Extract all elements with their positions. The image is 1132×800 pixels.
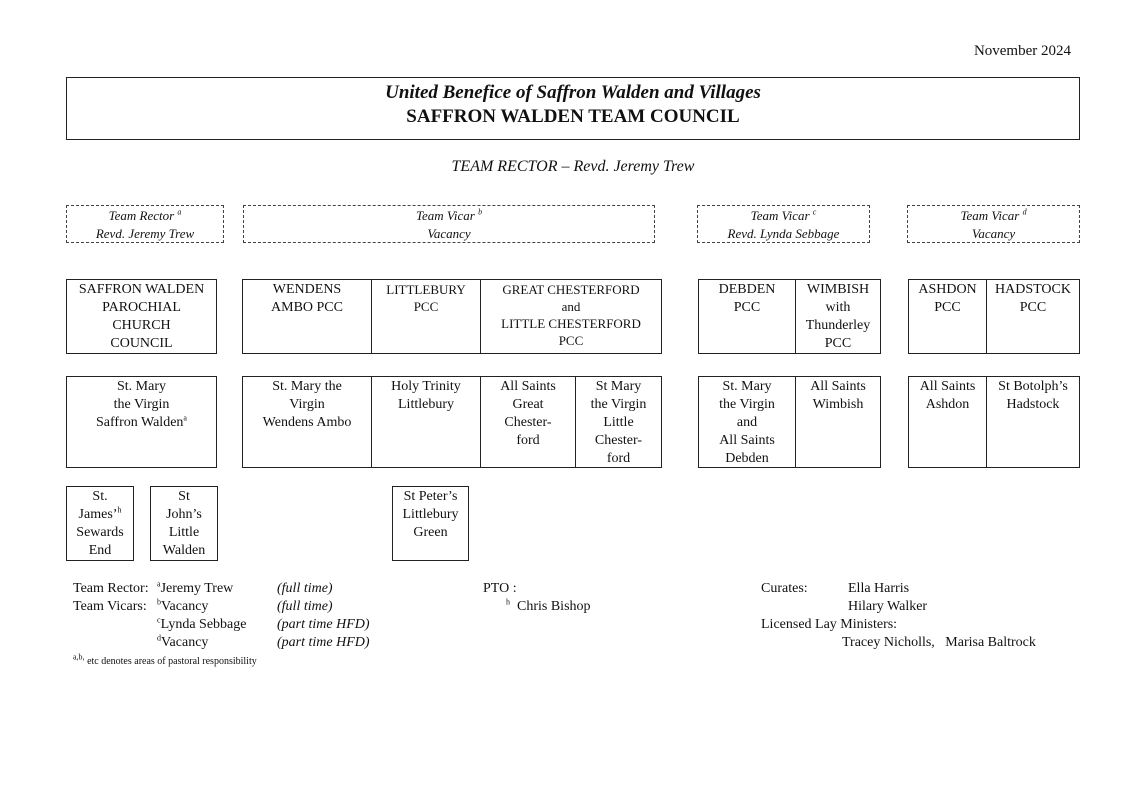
role-box-team-rector: Team Rector $^a$ Revd. Jeremy Trew — [66, 205, 224, 243]
curate-name-1: Ella Harris — [848, 581, 910, 596]
staff-name-c: $^c$Lynda Sebbage — [157, 615, 247, 632]
church-holy-trinity: Holy Trinity Littlebury — [371, 377, 480, 467]
pcc-littlebury: LITTLEBURY PCC — [371, 280, 480, 353]
church-st-botolph-hadstock: St Botolph’s Hadstock — [986, 377, 1079, 467]
pcc-wimbish: WIMBISH with Thunderley PCC — [795, 280, 880, 353]
staff-name-a: $^a$Jeremy Trew — [157, 579, 234, 596]
team-rector-label: Team Rector: — [73, 581, 149, 596]
church-st-mary-wendens-ambo: St. Mary the Virgin Wendens Ambo — [262, 379, 352, 430]
staff-status-d: (part time HFD) — [277, 635, 370, 650]
benefice-title: United Benefice of Saffron Walden and Villages — [385, 82, 761, 103]
role-box-team-vicar-d: Team Vicar $^d$ Vacancy — [907, 205, 1080, 243]
staff-name-d: $^d$Vacancy — [157, 633, 209, 650]
pcc-wendens-ambo: WENDENS AMBO PCC — [271, 282, 343, 315]
pto-label: PTO : — [483, 581, 517, 596]
curate-name-2: Hilary Walker — [848, 599, 928, 614]
llm-label: Licensed Lay Ministers: — [761, 617, 898, 632]
staff-status-a: (full time) — [277, 581, 333, 596]
church-group-team-vicar-d — [908, 376, 1080, 468]
header-box — [66, 77, 1080, 140]
pto-entry: $^h$ Chris Bishop — [506, 597, 591, 614]
church-all-saints-wimbish: All Saints Wimbish — [795, 377, 880, 467]
church-all-saints-ashdon: All Saints Ashdon — [919, 379, 976, 412]
church-st-mary-little-chesterford: St Mary the Virgin Little Chester- ford — [575, 377, 661, 467]
team-vicars-label: Team Vicars: — [73, 599, 147, 614]
pcc-debden: DEBDEN PCC — [718, 282, 776, 315]
pcc-saffron-walden: SAFFRON WALDEN PAROCHIAL CHURCH COUNCIL — [66, 279, 217, 354]
church-st-james-sewards-end: St. James’$^h$ Sewards End — [66, 486, 134, 561]
church-group-team-vicar-b — [242, 376, 662, 468]
staff-status-c: (part time HFD) — [277, 617, 370, 632]
council-title: SAFFRON WALDEN TEAM COUNCIL — [406, 106, 740, 127]
pcc-chesterford: GREAT CHESTERFORD and LITTLE CHESTERFORD PCC — [480, 280, 661, 353]
pcc-group-team-vicar-b — [242, 279, 662, 354]
church-st-john-little-walden: St John’s Little Walden — [150, 486, 218, 561]
church-st-peter-littlebury-green: St Peter’s Littlebury Green — [392, 486, 469, 561]
church-st-mary-debden: St. Mary the Virgin and All Saints Debden — [719, 379, 775, 466]
church-group-team-vicar-c — [698, 376, 881, 468]
role-box-team-vicar-c: Team Vicar $^c$ Revd. Lynda Sebbage — [697, 205, 870, 243]
staff-status-b: (full time) — [277, 599, 333, 614]
pcc-ashdon: ASHDON PCC — [918, 282, 977, 315]
llm-names: Tracey Nicholls, Marisa Baltrock — [842, 635, 1036, 650]
church-st-mary-saffron-walden: St. Mary the Virgin Saffron Walden$^a$ — [66, 376, 217, 468]
pcc-group-team-vicar-d — [908, 279, 1080, 354]
curates-label: Curates: — [761, 581, 808, 596]
pcc-group-team-vicar-c — [698, 279, 881, 354]
role-box-team-vicar-b: Team Vicar $^b$ Vacancy — [243, 205, 655, 243]
pastoral-note: $^{a,b,}$ etc denotes areas of pastoral responsibility — [73, 652, 257, 667]
team-rector-line: TEAM RECTOR – Revd. Jeremy Trew — [451, 158, 695, 175]
church-all-saints-great-chesterford: All Saints Great Chester- ford — [480, 377, 575, 467]
document-date: November 2024 — [973, 43, 1071, 59]
staff-name-b: $^b$Vacancy — [157, 597, 209, 614]
pcc-hadstock: HADSTOCK PCC — [986, 280, 1079, 353]
